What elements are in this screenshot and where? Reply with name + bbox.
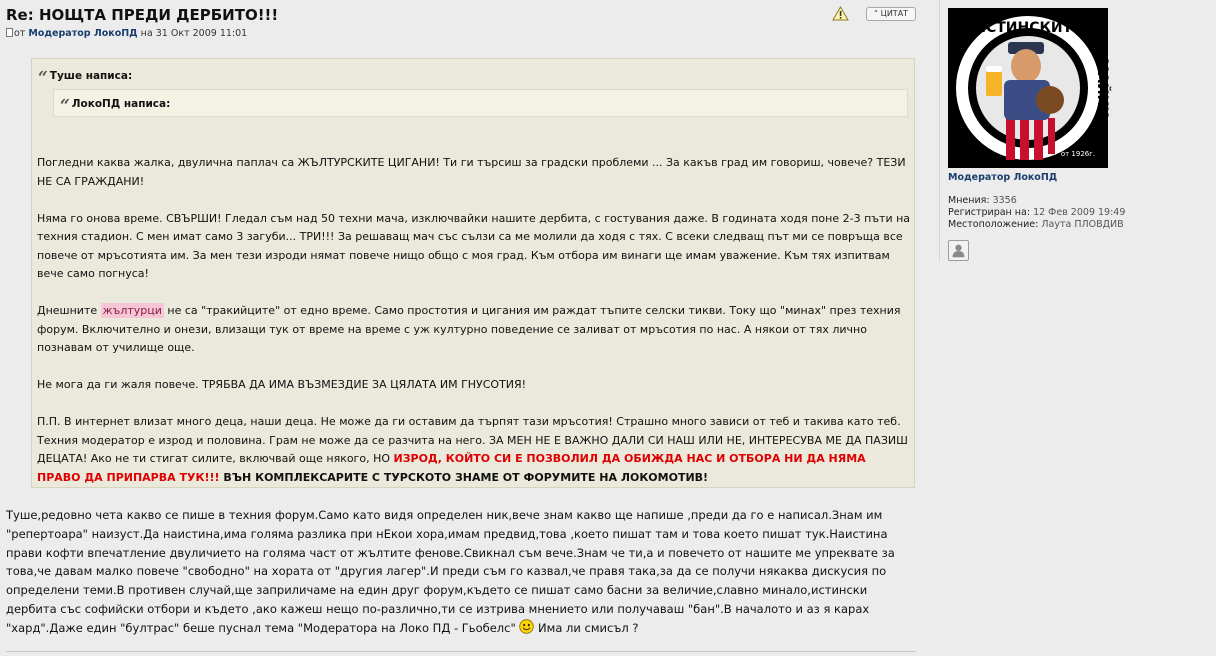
reply-tail: Има ли смисъл ? (534, 620, 639, 635)
reply-text: Туше,редовно чета какво се пише в техния форум.Само като видя определен ник,вече знам какво ще напише ,преди да го е написал.Знам им "репертоара" наизуст.Да наистина,има голяма разлика при нЕкои хора,имам предвид,това ,което пишат там и това което пишат тук.Наистина прави кофти впечатление двуличието на голяма част от жълтите фенове.Свикнал съм вече.Знам че ти,а и повечето от нашите ме упреквате за това,че давам малко повече "свободно" на хората от "другия лагер".И преди съм го казвал,че правя така,за да се получи някаква дискусия по определени теми.В противен случай,ще заприличаме на един друг форум,където се пишат само басни за величие,славно минало,истински дербита със софийски отбори и където ,ако кажеш нещо по-различно,ти се изтрива мнението или получаваш "бан".В началото и аз я карах "хард".Даже един "бултрас" беше пуснал тема "Модератора на Локо ПД - Гьобелс" (6, 508, 895, 635)
quote-header (38, 68, 132, 88)
post-divider (6, 651, 916, 652)
quote-p3-start: Днешните (37, 304, 101, 317)
post-title: Re: НОЩТА ПРЕДИ ДЕРБИТО!!! (6, 6, 279, 24)
quote-paragraph-4: Не мога да ги жаля повече. ТРЯБВА ДА ИМА ВЪЗМЕЗДИЕ ЗА ЦЯЛАТА ИМ ГНУСОТИЯ! (37, 378, 527, 391)
registered-label: Регистриран на: (948, 207, 1031, 218)
post-author-link[interactable]: Модератор ЛокоПД (28, 28, 138, 39)
profile-stats (948, 195, 1125, 231)
quote-mark-icon: “ (60, 96, 70, 116)
quote-p5-red: ИЗРОД, КОЙТО СИ Е ПОЗВОЛИЛ ДА ОБИЖДА НАС И ОТБОРА НИ ДА НЯМА ПРАВО ДА ПРИПАРВА ТУК!!! (37, 452, 866, 484)
quote-paragraph-3 (37, 302, 912, 358)
quote-body (37, 154, 912, 506)
post-document-icon (6, 28, 13, 37)
quote-p3-end: не са "тракийците" от едно време. Само простотия и цигания им раждат тъпите селски тикви. Току що "минах" през техния форум. Включително и онези, влизащи тук от време на време с уж културно поведение се заливат от мръсотия по нас. А някои от тях лично познавам от училище още. (37, 304, 901, 354)
posts-label: Мнения: (948, 195, 990, 206)
location-value: Лаута ПЛОВДИВ (1041, 219, 1124, 230)
quote-block (31, 58, 915, 488)
quote-author: Туше написа: (49, 70, 133, 82)
user-profile-icon[interactable] (948, 240, 969, 261)
nested-quote-block (53, 89, 908, 117)
warning-icon[interactable] (832, 6, 849, 21)
profile-username[interactable]: Модератор ЛокоПД (948, 172, 1058, 183)
location-label: Местоположение: (948, 219, 1039, 230)
profile-divider (939, 0, 940, 262)
quote-p5-start: П.П. В интернет влизат много деца, наши деца. Не може да ги оставим да търпят тази мръсотия! Страшно много зависи от теб и такива като теб. Техния модератор е изрод и половина. Грам не може да се разчита на него. ЗА МЕН НЕ Е ВАЖНО ДАЛИ СИ НАШ ИЛИ НЕ, ИНТЕРЕСУВА МЕ ДА ПАЗИШ ДЕЦАТА! Ако не ти стигат силите, включвай още някого, НО (37, 415, 908, 465)
smiley-icon (519, 619, 534, 634)
highlighted-word: жълтурци (102, 304, 162, 317)
quote-paragraph-2: Няма го онова време. СВЪРШИ! Гледал съм над 50 техни мача, изключвайки нашите дербита, с гостувания даже. В годината ходя поне 2-3 пъти на техния стадион. С мен имат само 3 загуби... ТРИ!!! За решаващ мач със сълзи са ме молили да ходя с тях. С всеки следващ път ми се повръща все повече от мръсотията им. За мен тези изроди нямат повече нищо общо с моя град. Към отбора им винаги ще имам уважение. Към тях изпитвам вече само погнуса! (37, 211, 911, 280)
profile-location-row (948, 219, 1125, 231)
quote-button[interactable]: “ ЦИТАТ (866, 7, 916, 21)
post-date: 31 Окт 2009 11:01 (155, 28, 248, 39)
post-meta (6, 28, 247, 39)
avatar-text-right: МАЙКИ (1094, 58, 1110, 118)
quote-p5-bold: ВЪН КОМПЛЕКСАРИТЕ С ТУРСКОТО ЗНАМЕ ОТ ФОРУМИТЕ НА ЛОКОМОТИВ! (219, 470, 709, 484)
nested-quote-header (60, 96, 170, 116)
posts-value: 3356 (992, 195, 1017, 206)
registered-value: 12 Фев 2009 19:49 (1033, 207, 1126, 218)
meta-prefix: от (14, 28, 26, 39)
nested-quote-author: ЛокоПД написа: (71, 98, 171, 110)
avatar-text-top: ИСТИНСКИТЕ (974, 20, 1082, 36)
user-avatar[interactable] (948, 8, 1108, 168)
profile-posts-row (948, 195, 1125, 207)
quote-paragraph-1: Погледни каква жалка, двулична паплач са ЖЪЛТУРСКИТЕ ЦИГАНИ! Ти ги търсиш за градски проблеми ... За какъв град им говориш, човече? ТЕЗИ НЕ СА ГРАЖДАНИ! (37, 156, 906, 188)
quote-mark-icon: “ (38, 68, 48, 88)
avatar-year: от 1926г. (1060, 150, 1096, 158)
meta-middle: на (140, 28, 153, 39)
profile-registered-row (948, 207, 1125, 219)
reply-body (6, 506, 916, 638)
quote-paragraph-5 (37, 413, 912, 487)
